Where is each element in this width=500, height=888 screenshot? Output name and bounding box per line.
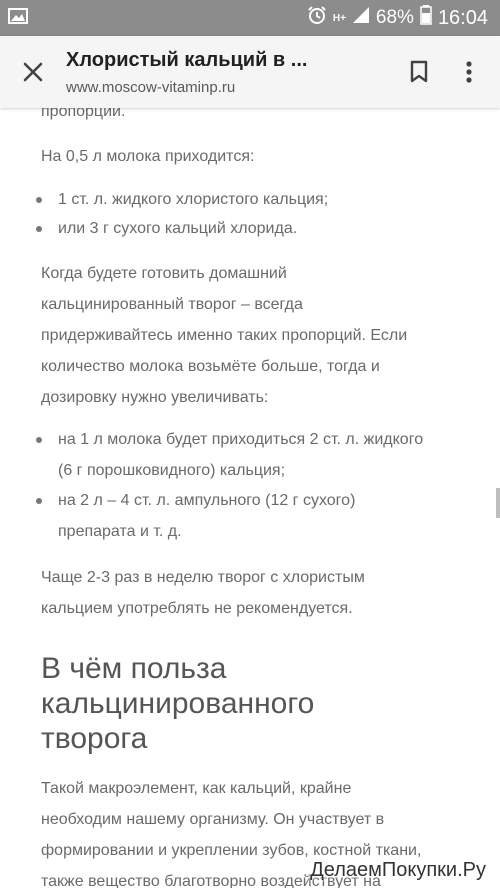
list-bullet xyxy=(36,197,42,203)
paragraph-line: придерживайтесь именно таких пропорций. Если xyxy=(41,327,408,344)
paragraph-line: кальцинированный творог – всегда xyxy=(41,296,303,313)
page-title: Хлористый кальций в ... xyxy=(66,48,308,71)
watermark: ДелаемПокупки.Ру xyxy=(310,859,486,881)
list-bullet xyxy=(36,437,42,443)
status-bar xyxy=(0,0,500,36)
browser-toolbar xyxy=(0,36,500,108)
paragraph-line: Когда будете готовить домашний xyxy=(41,265,287,282)
more-vert-icon xyxy=(466,61,472,83)
list-item: или 3 г сухого кальций хлорида. xyxy=(58,220,298,237)
list-bullet xyxy=(36,498,42,504)
alarm-icon xyxy=(307,5,327,31)
list-item-continued: (6 г порошковидного) кальция; xyxy=(58,462,286,479)
battery-percent: 68% xyxy=(375,7,414,28)
page-url: www.moscow-vitaminp.ru xyxy=(66,78,236,96)
bookmark-icon xyxy=(409,60,429,84)
paragraph-milk: На 0,5 л молока приходится: xyxy=(41,148,255,165)
section-heading-line: творога xyxy=(41,722,148,755)
paragraph-line: формировании и укреплении зубов, костной ткани, xyxy=(41,842,422,859)
list-item-continued: препарата и т. д. xyxy=(58,523,182,540)
section-heading-line: В чём польза xyxy=(41,652,227,685)
article-content xyxy=(0,108,500,888)
section-heading-line: кальцинированного xyxy=(41,687,315,720)
gallery-notification-icon xyxy=(8,8,28,29)
list-item: на 2 л – 4 ст. л. ампульного (12 г сухого) xyxy=(58,492,356,509)
paragraph-line: Такой макроэлемент, как кальций, крайне xyxy=(41,780,352,797)
list-item: 1 ст. л. жидкого хлористого кальция; xyxy=(58,191,329,208)
paragraph-line: Чаще 2-3 раз в неделю творог с хлористым xyxy=(41,569,365,586)
scrollbar-thumb[interactable] xyxy=(496,488,500,518)
paragraph-line: количество молока возьмёте больше, тогда и xyxy=(41,358,380,375)
paragraph-line: также вещество благотворно воздействует на xyxy=(41,873,381,888)
paragraph-line: дозировку нужно увеличивать: xyxy=(41,389,269,406)
more-options-button[interactable] xyxy=(444,36,494,108)
list-bullet xyxy=(36,226,42,232)
close-icon xyxy=(22,61,44,83)
battery-icon xyxy=(420,5,432,31)
paragraph-cut: пропорции. xyxy=(41,108,126,120)
paragraph-line: кальцием употреблять не рекомендуется. xyxy=(41,600,353,617)
signal-icon xyxy=(352,6,370,30)
list-item: на 1 л молока будет приходиться 2 ст. л. жидкого xyxy=(58,431,424,448)
network-type-label: H+ xyxy=(332,12,346,24)
paragraph-line: необходим нашему организму. Он участвует в xyxy=(41,811,385,828)
close-button[interactable] xyxy=(0,36,66,108)
clock-time: 16:04 xyxy=(437,6,488,29)
bookmark-button[interactable] xyxy=(394,36,444,108)
